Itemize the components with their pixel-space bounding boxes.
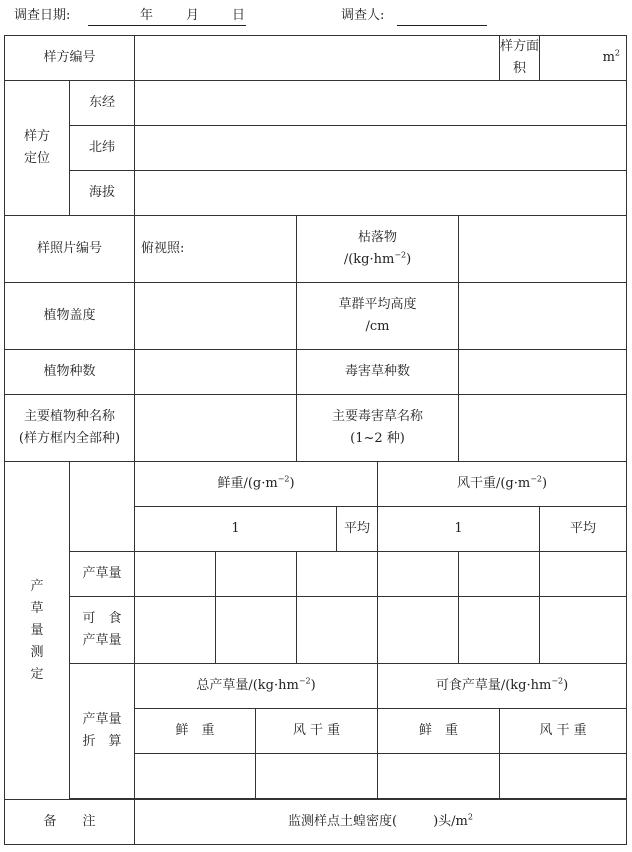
grass-height-input[interactable] bbox=[459, 283, 627, 350]
toxic-species-count-label: 毒害草种数 bbox=[297, 350, 459, 395]
litter-label: 枯落物 $/(kg\cdot hm^{-2})$ bbox=[297, 216, 459, 283]
yield-cell[interactable] bbox=[297, 552, 378, 597]
locust-density-unit: )头/m bbox=[433, 814, 468, 829]
fresh-weight-header: 鲜重$/(g\cdot m^{-2})$ bbox=[135, 462, 378, 507]
locust-density-label: 监测样点土蝗密度( bbox=[288, 814, 398, 829]
survey-date-field[interactable] bbox=[88, 6, 246, 26]
area-unit: m bbox=[602, 50, 615, 65]
plot-area-label: 样方面积 bbox=[500, 36, 540, 81]
plot-location-label: 样方 定位 bbox=[5, 81, 70, 216]
yield-measurement-label: 产 草 量 测 定 bbox=[5, 462, 70, 800]
litter-input[interactable] bbox=[459, 216, 627, 283]
photo-id-label: 样照片编号 bbox=[5, 216, 135, 283]
remarks-label: 备 注 bbox=[5, 800, 135, 845]
conversion-label: 产草量 折 算 bbox=[70, 664, 135, 799]
altitude-input[interactable] bbox=[135, 171, 627, 216]
edible-dry-label: 风 干 重 bbox=[500, 709, 627, 754]
yield-cell[interactable] bbox=[216, 552, 297, 597]
grass-height-label: 草群平均高度 /cm bbox=[297, 283, 459, 350]
yield-cell[interactable] bbox=[459, 552, 540, 597]
yield-label: 产草量 bbox=[70, 552, 135, 597]
edible-dry-input[interactable] bbox=[500, 754, 627, 799]
longitude-label: 东经 bbox=[70, 81, 135, 126]
fresh-col-avg: 平均 bbox=[337, 507, 378, 552]
edible-yield-cell[interactable] bbox=[459, 597, 540, 664]
edible-yield-cell[interactable] bbox=[135, 597, 216, 664]
area-unit-sup: 2 bbox=[614, 48, 621, 58]
total-fresh-input[interactable] bbox=[135, 754, 256, 799]
plot-area-input[interactable] bbox=[540, 36, 627, 81]
main-toxic-input[interactable] bbox=[459, 395, 627, 462]
yield-cell[interactable] bbox=[540, 552, 627, 597]
coverage-label: 植物盖度 bbox=[5, 283, 135, 350]
locust-density-unit-sup: 2 bbox=[467, 812, 473, 822]
total-dry-label: 风 干 重 bbox=[256, 709, 378, 754]
locust-density-field[interactable] bbox=[135, 800, 627, 845]
edible-yield-cell[interactable] bbox=[216, 597, 297, 664]
investigator-field[interactable] bbox=[397, 6, 487, 26]
yield-cell[interactable] bbox=[135, 552, 216, 597]
yield-cell[interactable] bbox=[378, 552, 459, 597]
total-fresh-label: 鲜 重 bbox=[135, 709, 256, 754]
top-view-photo-field[interactable] bbox=[135, 216, 297, 283]
edible-yield-cell[interactable] bbox=[297, 597, 378, 664]
survey-date-label: 调查日期: bbox=[14, 8, 71, 23]
longitude-input[interactable] bbox=[135, 81, 627, 126]
yield-corner-cell bbox=[70, 462, 135, 552]
latitude-input[interactable] bbox=[135, 126, 627, 171]
edible-yield-header: 可食产草量$/(kg\cdot hm^{-2})$ bbox=[378, 664, 627, 709]
main-toxic-label: 主要毒害草名称 (1~2 种) bbox=[297, 395, 459, 462]
air-dry-weight-header: 风干重$/(g\cdot m^{-2})$ bbox=[378, 462, 627, 507]
dry-col-avg: 平均 bbox=[540, 507, 627, 552]
dry-col-1: 1 bbox=[378, 507, 540, 552]
altitude-label: 海拔 bbox=[70, 171, 135, 216]
edible-yield-label: 可 食 产草量 bbox=[70, 597, 135, 664]
total-yield-header: 总产草量$/(kg\cdot hm^{-2})$ bbox=[135, 664, 378, 709]
total-dry-input[interactable] bbox=[256, 754, 378, 799]
year-label: 年 bbox=[140, 8, 154, 23]
month-label: 月 bbox=[186, 8, 200, 23]
day-label: 日 bbox=[232, 8, 246, 23]
main-species-label: 主要植物种名称 (样方框内全部种) bbox=[5, 395, 135, 462]
survey-form-table bbox=[4, 35, 627, 845]
edible-fresh-input[interactable] bbox=[378, 754, 500, 799]
coverage-input[interactable] bbox=[135, 283, 297, 350]
edible-fresh-label: 鲜 重 bbox=[378, 709, 500, 754]
main-species-input[interactable] bbox=[135, 395, 297, 462]
toxic-species-count-input[interactable] bbox=[459, 350, 627, 395]
species-count-input[interactable] bbox=[135, 350, 297, 395]
plot-id-input[interactable] bbox=[135, 36, 500, 81]
species-count-label: 植物种数 bbox=[5, 350, 135, 395]
top-view-label: 俯视照: bbox=[141, 241, 185, 256]
investigator-label: 调查人: bbox=[341, 8, 385, 23]
latitude-label: 北纬 bbox=[70, 126, 135, 171]
plot-id-label: 样方编号 bbox=[5, 36, 135, 81]
edible-yield-cell[interactable] bbox=[378, 597, 459, 664]
fresh-col-1: 1 bbox=[135, 507, 337, 552]
edible-yield-cell[interactable] bbox=[540, 597, 627, 664]
